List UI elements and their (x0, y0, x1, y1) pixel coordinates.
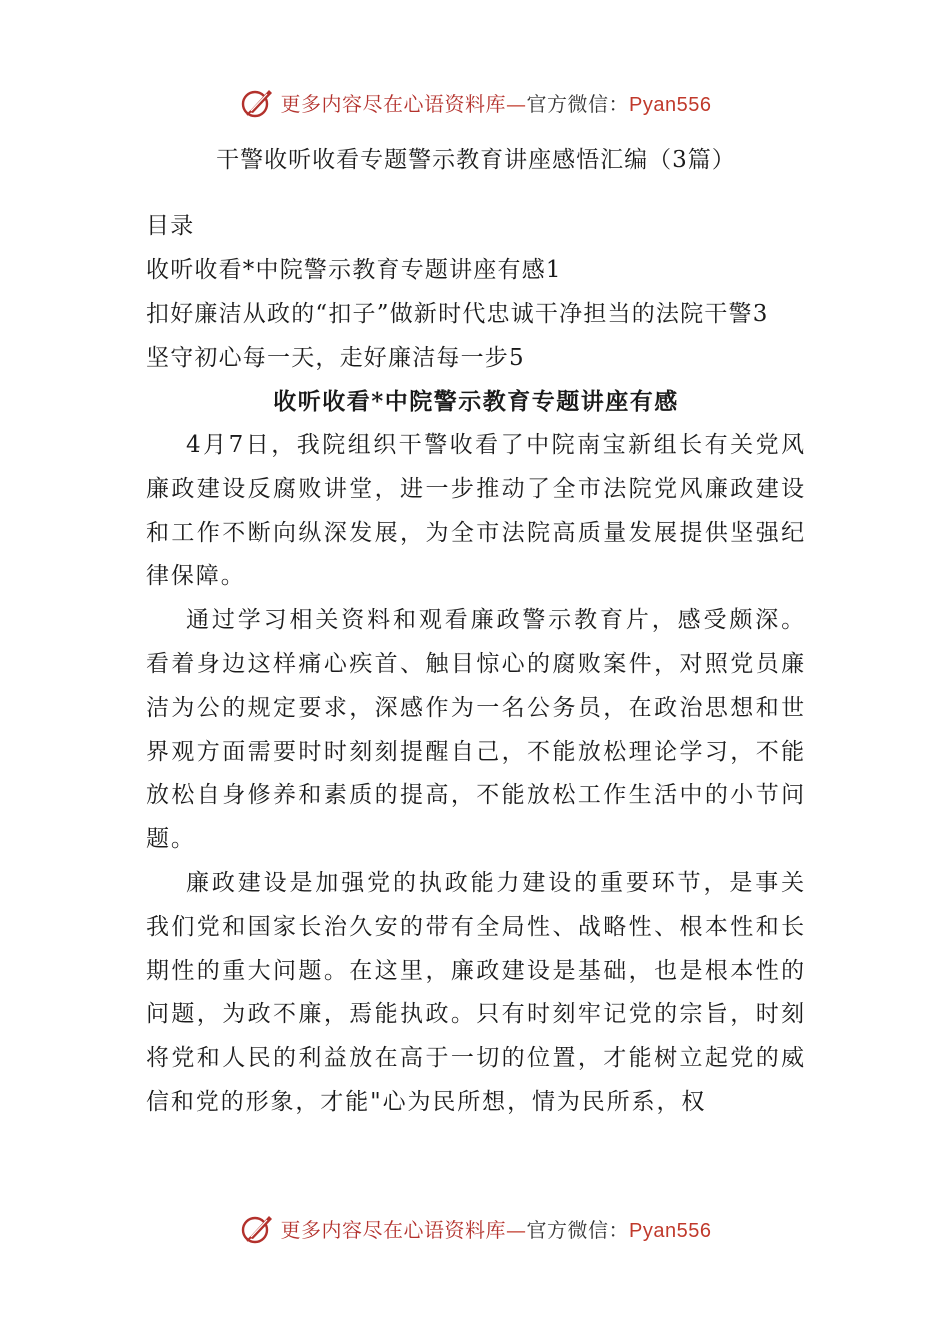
paragraph: 廉政建设是加强党的执政能力建设的重要环节，是事关我们党和国家长治久安的带有全局性、战略性、根本性和长期性的重大问题。在这里，廉政建设是基础，也是根本性的问题，为政不廉，焉能执政。只有时刻牢记党的宗旨，时刻将党和人民的利益放在高于一切的位置，才能树立起党的威信和党的形象，才能"心为民所想，情为民所系，权 (146, 869, 806, 1115)
banner-text: 更多内容尽在心语资料库—官方微信：Pyan556 (280, 91, 712, 116)
document-title: 干警收听收看专题警示教育讲座感悟汇编（3篇） (216, 147, 736, 173)
section-title: 收听收看*中院警示教育专题讲座有感 (273, 388, 679, 415)
quill-logo-icon (239, 1210, 275, 1246)
toc-item[interactable]: 收听收看*中院警示教育专题讲座有感1 (146, 257, 562, 283)
paragraph: 通过学习相关资料和观看廉政警示教育片，感受颇深。看着身边这样痛心疾首、触目惊心的腐败案件，对照党员廉洁为公的规定要求，深感作为一名公务员，在政治思想和世界观方面需要时时刻刻提醒自己，不能放松理论学习，不能放松自身修养和素质的提高，不能放松工作生活中的小节问题。 (146, 607, 806, 853)
document-body (146, 138, 806, 1125)
toc-heading: 目录 (146, 213, 195, 239)
quill-logo-icon (239, 84, 275, 120)
footer-banner (0, 1208, 950, 1248)
toc-item[interactable]: 扣好廉洁从政的“扣子”做新时代忠诚干净担当的法院干警3 (146, 301, 769, 327)
toc-item[interactable]: 坚守初心每一天，走好廉洁每一步5 (146, 345, 525, 371)
header-banner (0, 82, 950, 122)
banner-text: 更多内容尽在心语资料库—官方微信：Pyan556 (280, 1217, 712, 1242)
paragraph: 4月7日，我院组织干警收看了中院南宝新组长有关党风廉政建设反腐败讲堂，进一步推动了全市法院党风廉政建设和工作不断向纵深发展，为全市法院高质量发展提供坚强纪律保障。 (146, 432, 806, 590)
